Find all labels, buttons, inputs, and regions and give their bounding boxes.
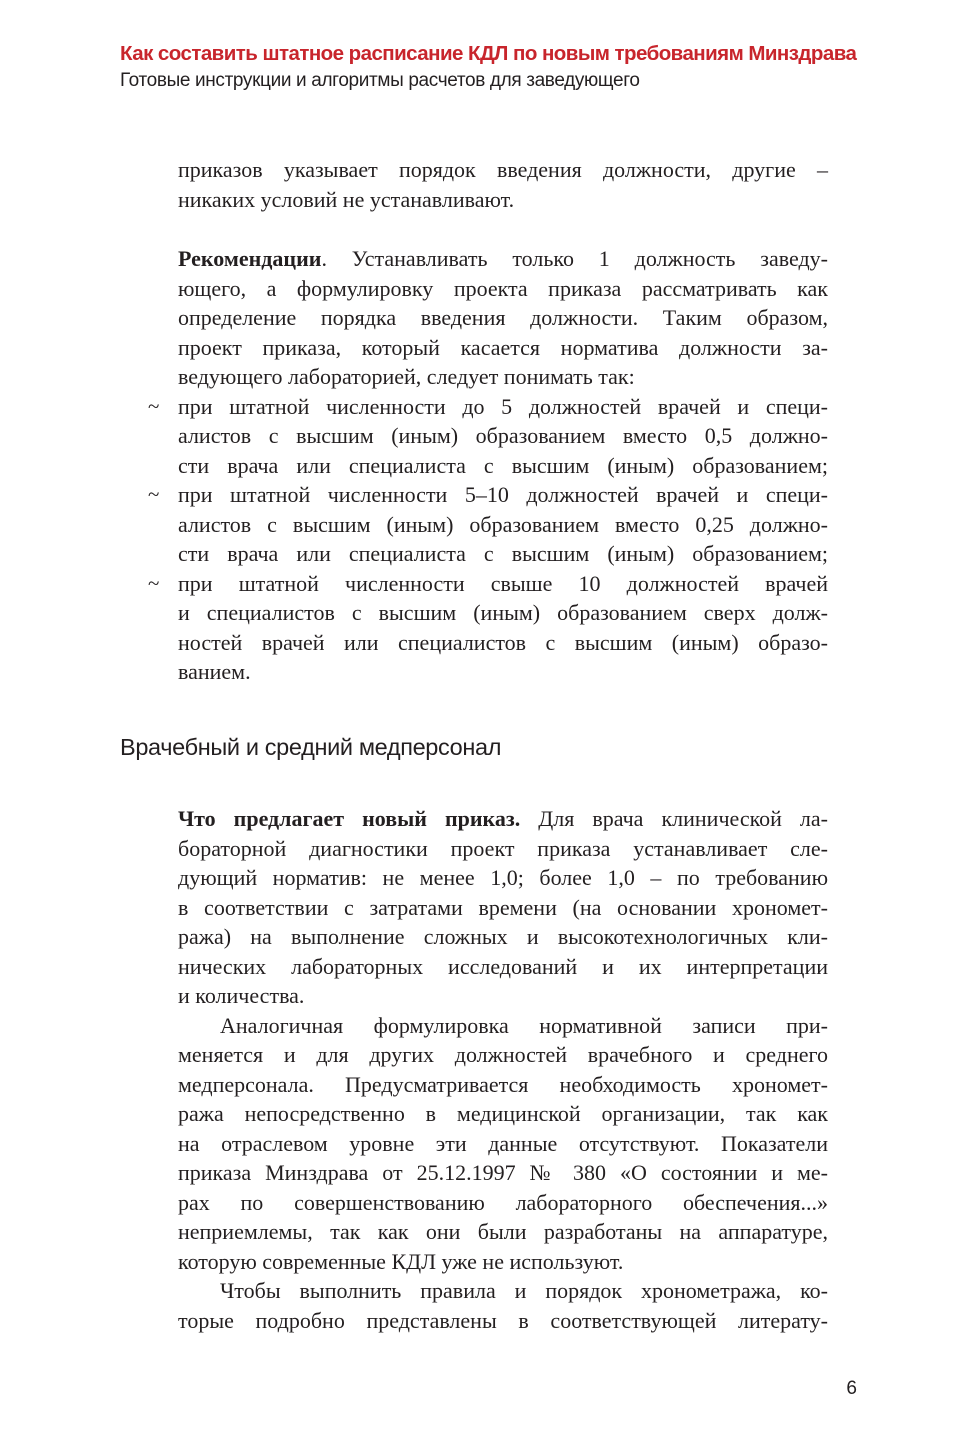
header-title: Как составить штатное расписание КДЛ по новым требованиям Минздрава bbox=[120, 42, 857, 65]
analog-line: Аналогичная формулировка нормативной записи при- bbox=[220, 1012, 828, 1038]
bullet-line: алистов с высшим (иным) образованием вместо 0,5 должно- bbox=[178, 423, 828, 448]
recommendations-line: ющего, а формулировку проекта приказа рассматривать как bbox=[178, 275, 828, 301]
proposal-line: дующий норматив: не менее 1,0; более 1,0 – по требованию bbox=[178, 865, 828, 890]
recommendations-paragraph bbox=[148, 244, 828, 687]
recommendations-line bbox=[178, 244, 828, 274]
proposal-line: ража) на выполнение сложных и высокотехнологичных кли- bbox=[178, 924, 828, 949]
analog-line: которую современные КДЛ уже не используют. bbox=[178, 1248, 624, 1274]
recommendations-lead: Рекомендации bbox=[178, 246, 322, 271]
proposal-line: в соответствии с затратами времени (на основании хрономет- bbox=[178, 894, 828, 920]
intro-line: приказов указывает порядок введения должности, другие – bbox=[178, 157, 828, 182]
analog-line: приказа Минздрава от 25.12.1997 № 380 «О состоянии и ме- bbox=[178, 1160, 828, 1185]
analog-line: неприемлемы, так как они были разработаны на аппаратуре, bbox=[178, 1219, 828, 1244]
bullet-line: при штатной численности до 5 должностей врачей и специ- bbox=[178, 393, 828, 419]
bullet-line: ванием. bbox=[178, 659, 251, 684]
bullet-line: сти врача или специалиста с высшим (иным) образованием; bbox=[178, 452, 828, 478]
proposal-line-text: Для врача клинической ла- bbox=[520, 806, 829, 831]
closing-line: торые подробно представлены в соответствующей литерату- bbox=[178, 1307, 828, 1333]
page-number: 6 bbox=[846, 1378, 857, 1399]
intro-line: никаких условий не устанавливают. bbox=[178, 186, 515, 212]
bullet-line: алистов с высшим (иным) образованием вместо 0,25 должно- bbox=[178, 511, 828, 537]
recommendations-line-text: . Устанавливать только 1 должность заведу- bbox=[321, 246, 828, 271]
recommendations-line: проект приказа, который касается норматива должности за- bbox=[178, 334, 828, 360]
bullet-item bbox=[148, 480, 828, 569]
tilde-bullet-icon: ~ bbox=[148, 482, 160, 506]
analog-line: ража непосредственно в медицинской организации, так как bbox=[178, 1101, 828, 1126]
tilde-bullet-icon: ~ bbox=[148, 393, 160, 418]
bullet-line: сти врача или специалиста с высшим (иным) образованием; bbox=[178, 541, 828, 566]
bullet-item bbox=[148, 569, 828, 687]
bullet-line: при штатной численности свыше 10 должностей врачей bbox=[178, 570, 828, 596]
bullet-line: и специалистов с высшим (иным) образованием сверх долж- bbox=[178, 600, 828, 625]
analog-line: медперсонала. Предусматривается необходимость хрономет- bbox=[178, 1071, 828, 1097]
bullet-line: при штатной численности 5–10 должностей врачей и специ- bbox=[178, 482, 828, 507]
bullet-line: ностей врачей или специалистов с высшим (иным) образо- bbox=[178, 629, 828, 655]
recommendations-line: ведующего лабораторией, следует понимать так: bbox=[178, 364, 635, 389]
header-subtitle: Готовые инструкции и алгоритмы расчетов для заведующего bbox=[120, 70, 640, 91]
intro-paragraph bbox=[178, 155, 828, 214]
proposal-lead: Что предлагает новый приказ. bbox=[178, 806, 521, 831]
analog-line: на отраслевом уровне эти данные отсутствуют. Показатели bbox=[178, 1130, 828, 1156]
running-header bbox=[120, 40, 880, 94]
tilde-bullet-icon: ~ bbox=[148, 570, 160, 595]
section-heading: Врачебный и средний медперсонал bbox=[120, 734, 502, 760]
proposal-line: бораторной диагностики проект приказа устанавливает сле- bbox=[178, 835, 828, 861]
bullet-item bbox=[148, 392, 828, 481]
analog-line: рах по совершенствованию лабораторного обеспечения...» bbox=[178, 1189, 828, 1215]
proposal-line: нических лабораторных исследований и их интерпретации bbox=[178, 953, 828, 979]
analog-line: меняется и для других должностей врачебного и среднего bbox=[178, 1042, 828, 1067]
proposal-line bbox=[178, 804, 828, 834]
closing-line: Чтобы выполнить правила и порядок хронометража, ко- bbox=[220, 1278, 828, 1303]
proposal-line: и количества. bbox=[178, 983, 305, 1008]
recommendations-line: определение порядка введения должности. Таким образом, bbox=[178, 305, 828, 330]
proposal-paragraph bbox=[178, 804, 828, 1335]
